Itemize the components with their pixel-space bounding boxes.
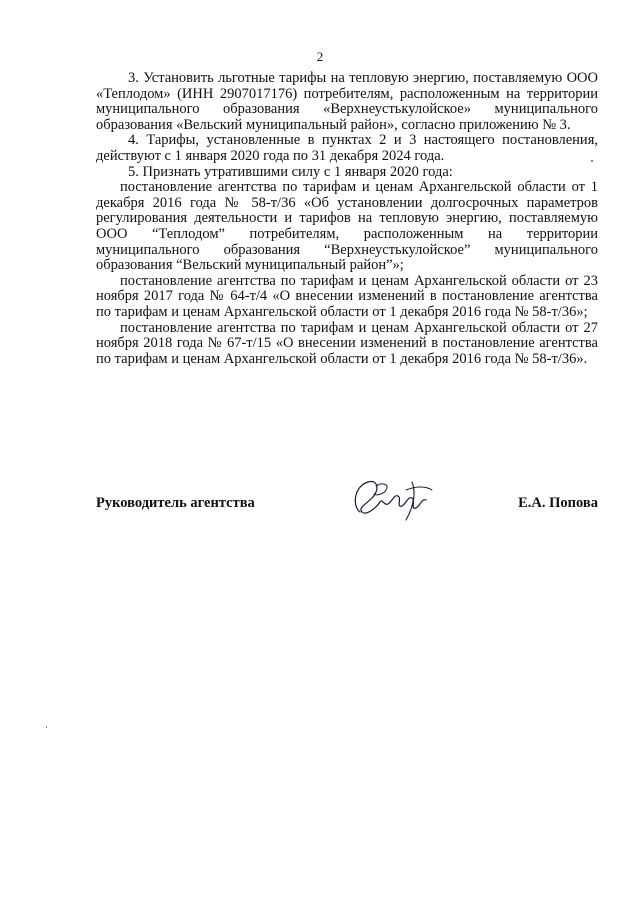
repealed-resolution-2: постановление агентства по тарифам и ценам Архангельской области от 23 ноября 2017 года № 64-т/4 «О внесении изменений в постановление агентства по тарифам и ценам Архангельской области от 1 декабря 2016 года № 58-т/36»; [96,272,598,320]
repealed-resolution-1: постановление агентства по тарифам и ценам Архангельской области от 1 декабря 2016 года № 58-т/36 «Об установлении долгосрочных параметров регулирования деятельности и тарифов на тепловую энергию, поставляемую ООО “Теплодом” потребителям, расположенным на территории муниципального образования “Верхнеустькулойское” муниципального образования “Вельский муниципальный район”»; [96,179,598,274]
page-number: 2 [316,49,324,64]
document-body [96,71,598,367]
paragraph-item-5: 5. Признать утратившими силу с 1 января 2020 года: [128,163,453,180]
handwritten-signature [346,476,436,524]
scan-speck [591,160,593,162]
scan-speck [46,726,47,728]
paragraph-item-4: 4. Тарифы, установленные в пунктах 2 и 3 настоящего постановления, действуют с 1 января 2020 года по 31 декабря 2024 года. [96,132,598,164]
repealed-resolution-3: постановление агентства по тарифам и ценам Архангельской области от 27 ноября 2018 года № 67-т/15 «О внесении изменений в постановление агентства по тарифам и ценам Архангельской области от 1 декабря 2016 года № 58-т/36». [96,319,598,367]
signatory-title: Руководитель агентства [96,495,255,511]
paragraph-item-3: 3. Установить льготные тарифы на тепловую энергию, поставляемую ООО «Теплодом» (ИНН 2907017176) потребителям, расположенным на территории муниципального образования «Верхнеустькулойское» муниципального образования «Вельский муниципальный район», согласно приложению № 3. [96,70,598,133]
signatory-name: Е.А. Попова [518,495,598,511]
signature-block [96,476,598,536]
